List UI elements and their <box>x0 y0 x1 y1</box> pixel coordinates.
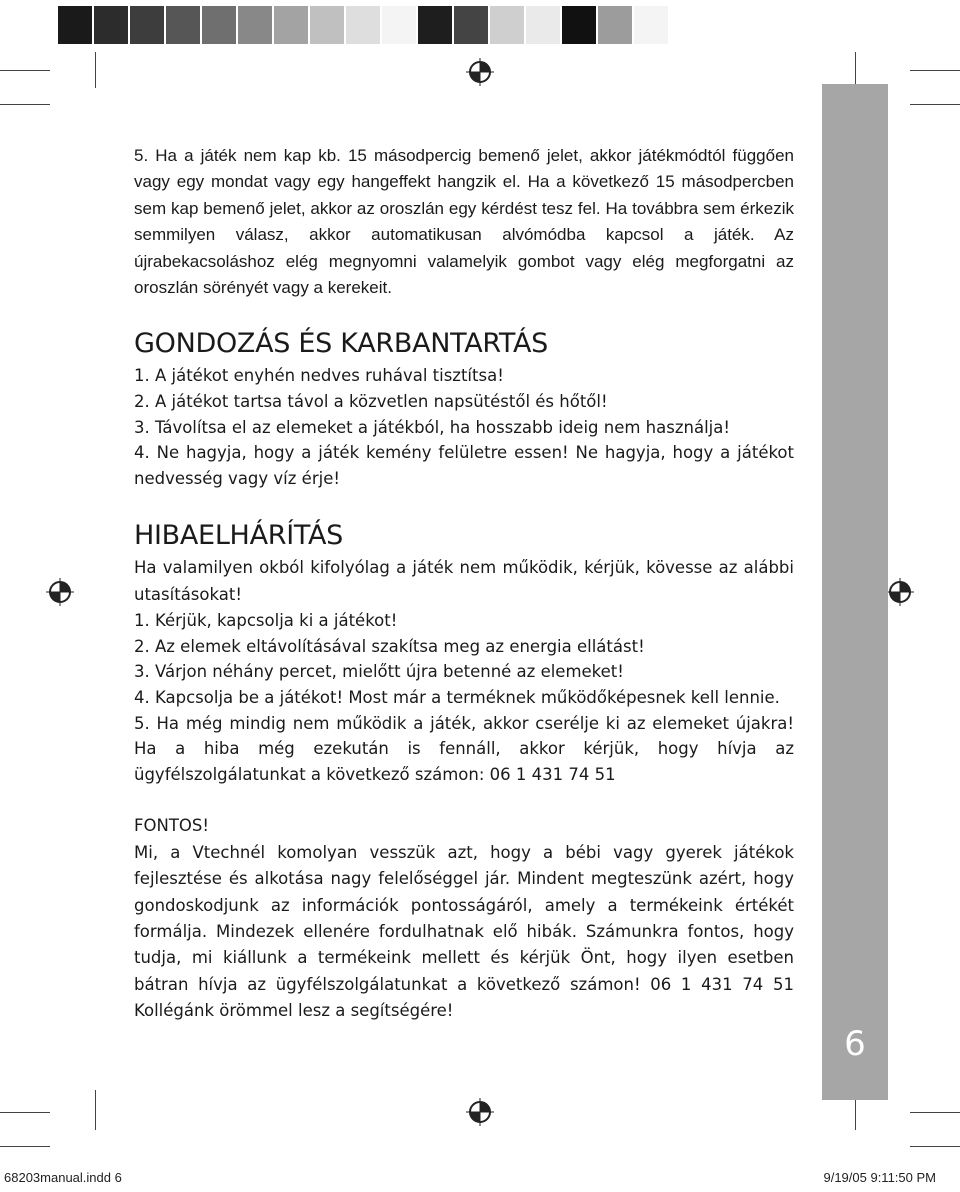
crop-mark <box>910 104 960 105</box>
slug-timestamp: 9/19/05 9:11:50 PM <box>823 1170 936 1185</box>
page-content <box>134 143 794 1025</box>
crop-mark <box>95 1090 96 1130</box>
crop-mark <box>855 52 856 88</box>
list-item: 1. Kérjük, kapcsolja ki a játékot! <box>134 611 398 631</box>
slug-file: 68203manual.indd 6 <box>4 1170 122 1185</box>
calibration-swatch <box>562 6 598 44</box>
calibration-swatch <box>274 6 310 44</box>
list-item: 5. Ha még mindig nem működik a játék, akkor cserélje ki az elemeket újakra! Ha a hiba még ezekután is fennáll, akkor kérjük, hogy hívja az ügyfélszolgálatunkat a következő számon: 06 1 431 74 51 <box>134 713 794 784</box>
calibration-swatch <box>634 6 670 44</box>
calibration-swatch <box>130 6 166 44</box>
calibration-swatch <box>58 6 94 44</box>
calibration-swatch <box>418 6 454 44</box>
calibration-swatch <box>166 6 202 44</box>
crop-mark <box>0 104 50 105</box>
crop-mark <box>910 70 960 71</box>
page-number: 6 <box>844 1024 866 1064</box>
registration-target-icon <box>466 1098 494 1126</box>
registration-target-icon <box>886 578 914 606</box>
important-title: FONTOS! <box>134 816 209 836</box>
calibration-swatch <box>526 6 562 44</box>
important-text: Mi, a Vtechnél komolyan vesszük azt, hogy a bébi vagy gyerek játékok fejlesztése és alkotása nagy felelőséggel jár. Mindent megteszünk azért, hogy gondoskodjunk az információk pontosságáról, amely a termékeink értékét formálja. Mindezek ellenére fordulhatnak elő hibák. Számunkra fontos, hogy tudja, mi kiállunk a termékeink mellett és kérjük Önt, hogy ilyen esetben bátran hívja az ügyfélszolgálatunkat a következő számon! 06 1 431 74 51 Kollégánk örömmel lesz a segítségére! <box>134 842 794 1021</box>
calibration-swatch <box>382 6 418 44</box>
list-item: 3. Várjon néhány percet, mielőtt újra betenné az elemeket! <box>134 662 624 682</box>
crop-mark <box>0 70 50 71</box>
calibration-swatch <box>598 6 634 44</box>
calibration-swatch <box>346 6 382 44</box>
care-heading: GONDOZÁS ÉS KARBANTARTÁS <box>134 328 549 360</box>
list-item: 2. Az elemek eltávolításával szakítsa meg az energia ellátást! <box>134 636 645 656</box>
care-list <box>134 363 794 491</box>
list-item: 2. A játékot tartsa távol a közvetlen napsütéstől és hőtől! <box>134 392 608 412</box>
registration-target-icon <box>466 58 494 86</box>
side-tab <box>822 84 888 1100</box>
crop-mark <box>95 52 96 88</box>
calibration-swatch <box>238 6 274 44</box>
crop-mark <box>0 1146 50 1147</box>
color-calibration-bar <box>58 6 670 44</box>
registration-target-icon <box>46 578 74 606</box>
troubleshooting-heading: HIBAELHÁRÍTÁS <box>134 520 343 552</box>
calibration-swatch <box>310 6 346 44</box>
list-item: 4. Kapcsolja be a játékot! Most már a terméknek működőképesnek kell lennie. <box>134 688 780 707</box>
list-item: 1. A játékot enyhén nedves ruhával tisztítsa! <box>134 366 504 386</box>
calibration-swatch <box>94 6 130 44</box>
list-item: 4. Ne hagyja, hogy a játék kemény felületre essen! Ne hagyja, hogy a játékot nedvesség vagy víz érje! <box>134 443 794 488</box>
intro-paragraph: 5. Ha a játék nem kap kb. 15 másodpercig bemenő jelet, akkor játékmódtól függően vagy egy mondat vagy egy hangeffekt hangzik el. Ha a következő 15 másodpercben sem kap bemenő jelet, akkor az oroszlán egy kérdést tesz fel. Ha továbbra sem érkezik semmilyen válasz, akkor automatikusan alvómódba kapcsol a játék. Az újrabekacsoláshoz elég megnyomni valamelyik gombot vagy elég megforgatni az oroszlán sörényét vagy a kerekeit. <box>134 146 794 298</box>
calibration-swatch <box>454 6 490 44</box>
troubleshooting-list <box>134 608 794 787</box>
troubleshooting-intro: Ha valamilyen okból kifolyólag a játék nem működik, kérjük, kövesse az alábbi utasításokat! <box>134 558 794 604</box>
calibration-swatch <box>490 6 526 44</box>
calibration-swatch <box>202 6 238 44</box>
list-item: 3. Távolítsa el az elemeket a játékból, ha hosszabb ideig nem használja! <box>134 417 730 437</box>
crop-mark <box>910 1146 960 1147</box>
crop-mark <box>910 1112 960 1113</box>
crop-mark <box>0 1112 50 1113</box>
